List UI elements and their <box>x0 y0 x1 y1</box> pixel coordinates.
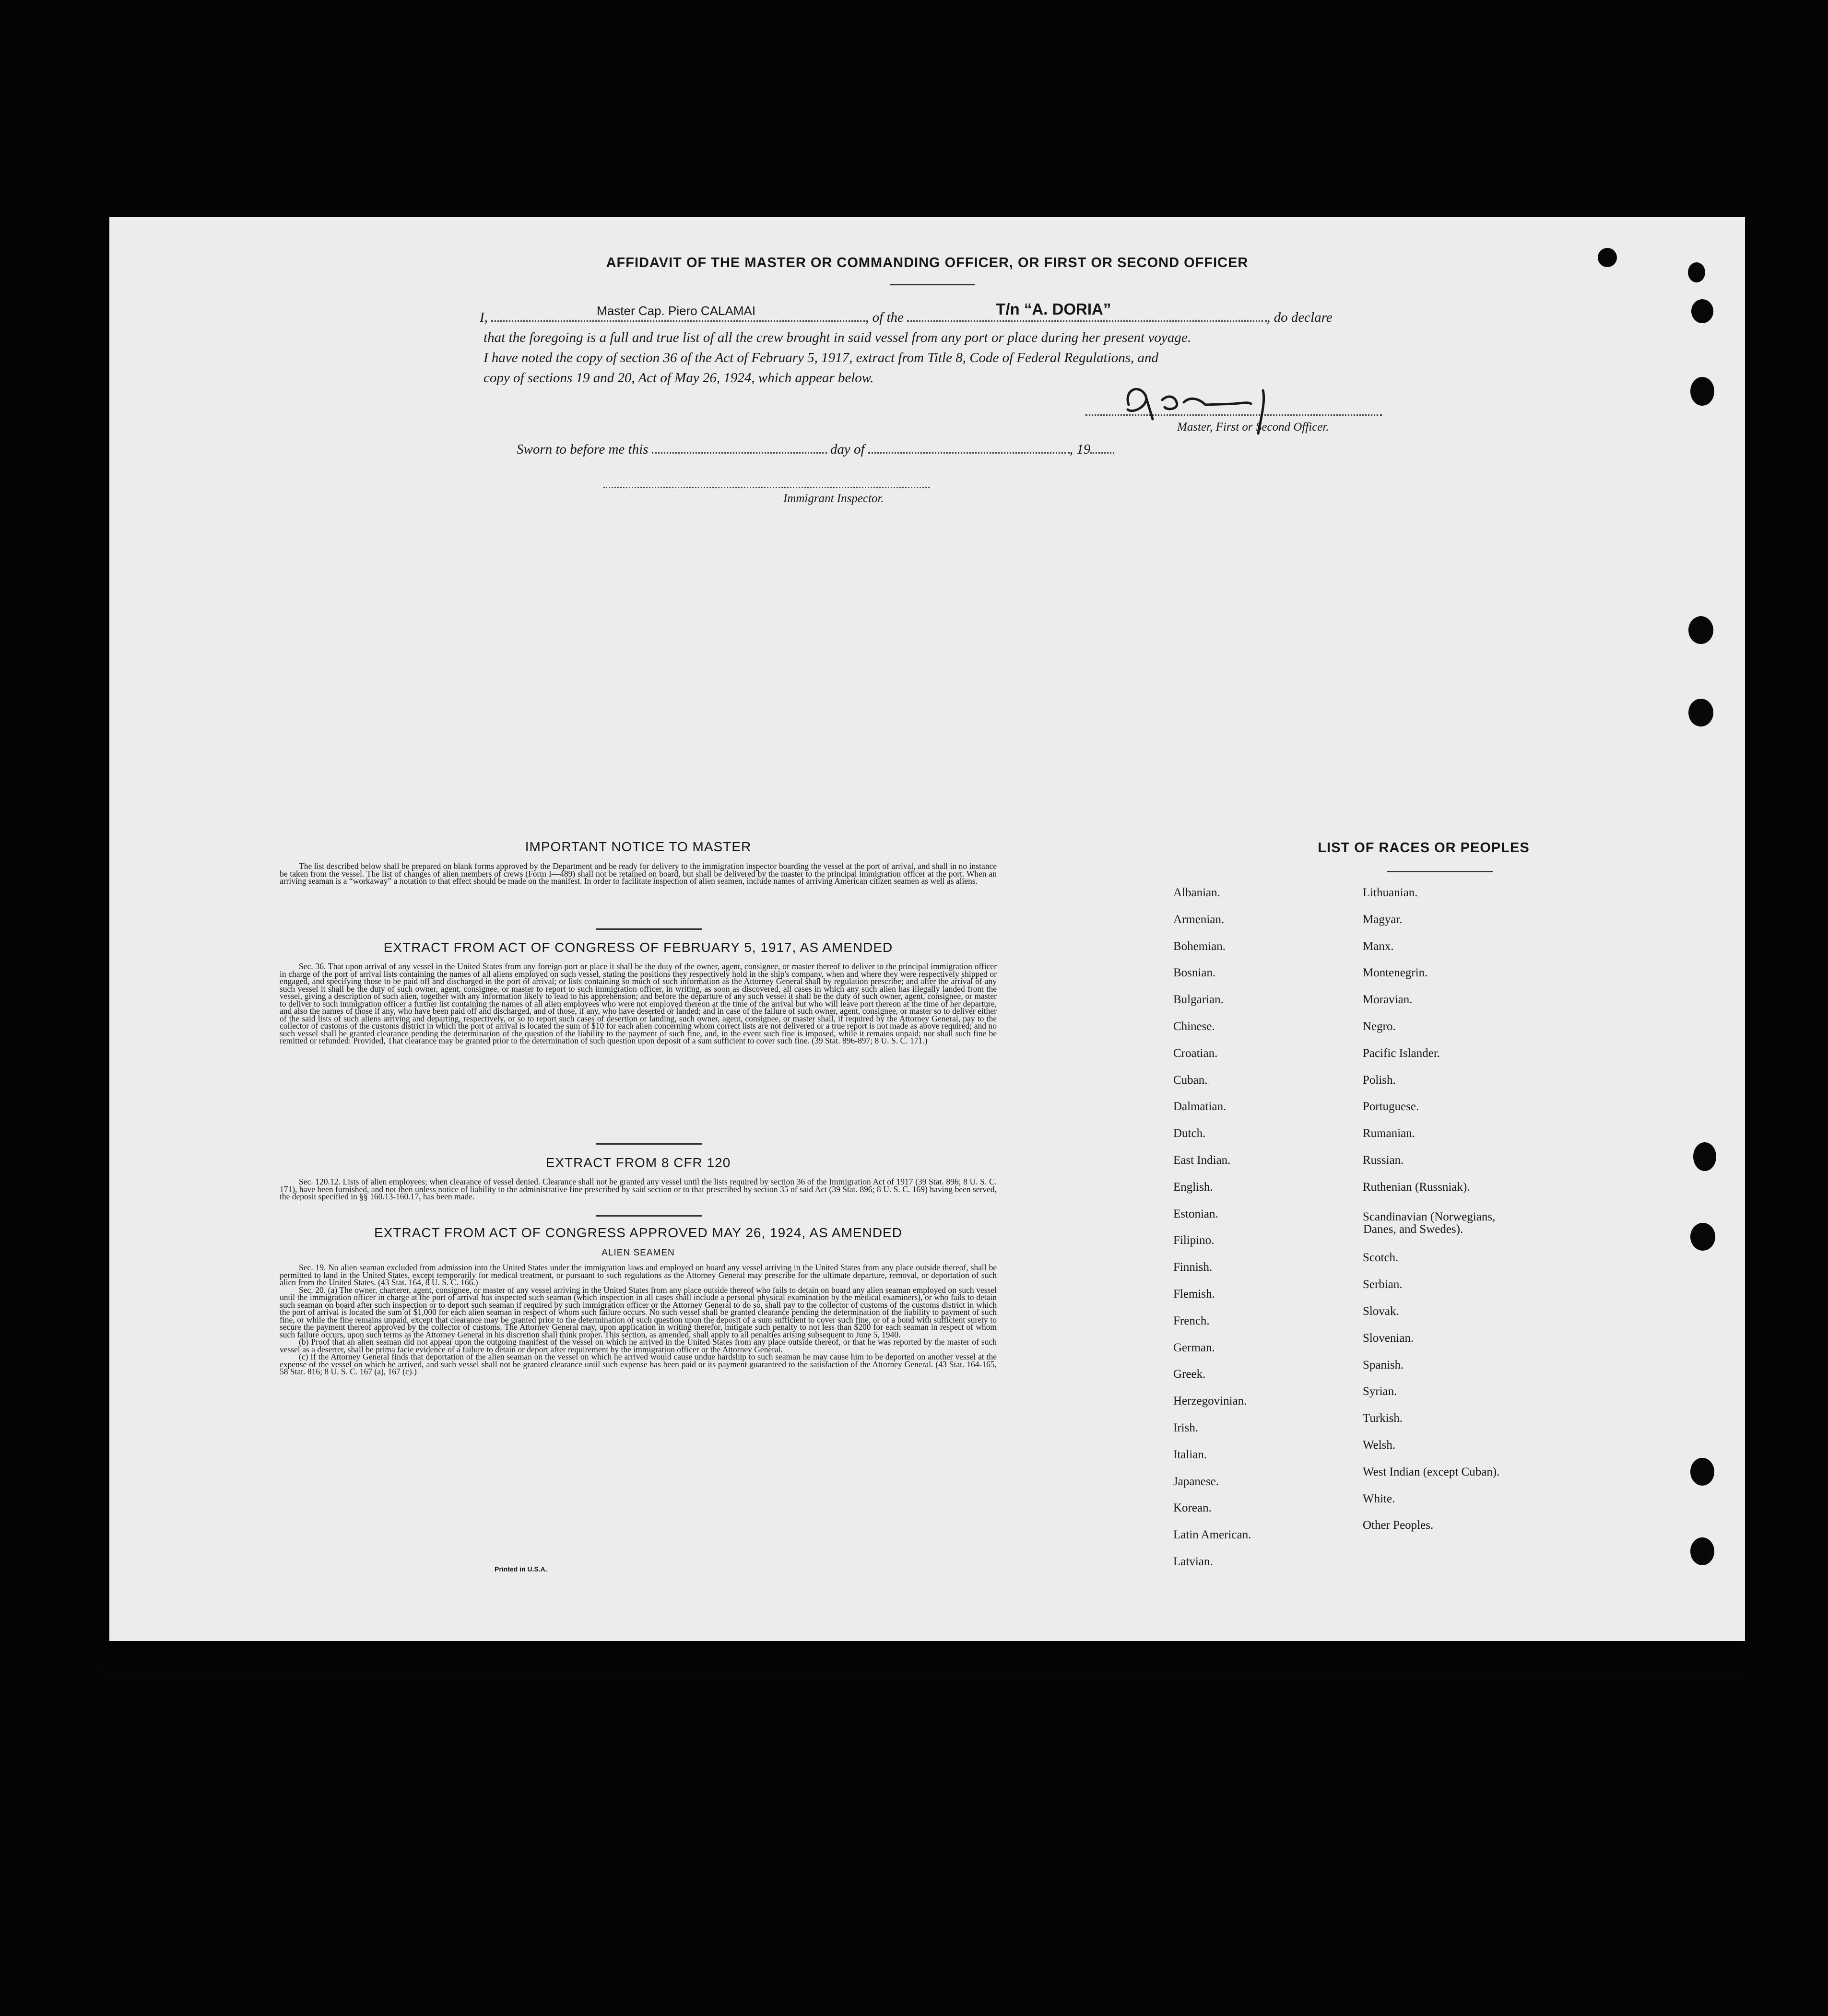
master-name-field <box>491 304 865 322</box>
race-item: Japanese. <box>1173 1475 1219 1488</box>
race-item: Polish. <box>1363 1073 1396 1087</box>
alien-seamen-block <box>280 1248 997 1258</box>
document-page <box>109 217 1745 1641</box>
sec-20c-text: (c) If the Attorney General finds that deportation of the alien seaman on the vessel on which he arrived would cause undue hardship to such seaman he may cause him to be deported on another vessel at the expense of the vessel on which he arrived, and such vessel shall not be granted clearance until such expense has been paid or its payment guaranteed to the satisfaction of the Attorney General. (43 Stat. 164-165, 58 Stat. 816; 8 U. S. C. 167 (a), 167 (c).) <box>280 1352 997 1376</box>
master-name: Master Cap. Piero CALAMAI <box>597 304 756 318</box>
race-item: Moravian. <box>1363 993 1413 1007</box>
extract-1917-text: Sec. 36. That upon arrival of any vessel in the United States from any foreign port or place it shall be the duty of the owner, agent, consignee, or master thereof to deliver to the principal immigration officer in charge of the port of arrival lists containing the names of all aliens employed on such vessel, stating the positions they respectively hold in the ship's company, when and where they were respectively shipped or engaged, and specifying those to be paid off and discharged in the port of arrival; or lists containing so much of such information as the Attorney General shall by regulation prescribe; and after the arrival of any such vessel it shall be the duty of such owner, agent, consignee, or master to report to such immigration officer, in writing, as soon as discovered, all cases in which any such alien has illegally landed from the vessel, giving a description of such alien, together with any information likely to lead to his apprehension; and before the departure of any such vessel it shall be the duty of such owner, agent, consignee, or master to deliver to such immigration officer a further list containing the names of all alien employees who were not employed thereon at the time of the arrival but who will leave port thereon at the time of her departure, and also the names of those if any, who have been paid off and discharged, and of those, if any, who have deserted or landed; and in case of the failure of such owner, agent, consignee, or master so to deliver either of the said lists of such aliens arriving and departing, respectively, or so to report such cases of desertion or landing, such owner, agent, consignee, or master shall, if required by the Attorney General, pay to the collector of customs of the customs district in which the port of arrival is located the sum of $10 for each alien concerning whom correct lists are not delivered or a true report is not made as above required; and no such vessel shall be granted clearance pending the determination of the question of the liability to the payment of such fine, and, in the event such fine is imposed, while it remains unpaid; nor shall such fine be remitted or refunded: Provided, That clearance may be granted prior to the determination of such question upon deposit of a sum sufficient to cover such fine. (39 Stat. 896-897; 8 U. S. C. 171.) <box>280 961 997 1045</box>
punch-hole <box>1688 616 1713 644</box>
divider <box>596 1215 702 1217</box>
extract-1917-title: EXTRACT FROM ACT OF CONGRESS OF FEBRUARY 5, 1917, AS AMENDED <box>383 940 893 955</box>
notice-title-block <box>280 839 997 855</box>
race-item: Flemish. <box>1173 1288 1215 1301</box>
inspector-caption: Immigrant Inspector. <box>783 492 884 505</box>
sec-19-text: Sec. 19. No alien seaman excluded from admission into the United States under the immigration laws and employed on board any vessel arriving in the United States from any place outside thereof, shall be permitted to land in the United States, except temporarily for medical treatment, or pursuant to such regulations as the Attorney General may prescribe for the ultimate departure, removal, or deportation of such alien from the United States. (43 Stat. 164, 8 U. S. C. 166.) <box>280 1263 997 1287</box>
race-item: East Indian. <box>1173 1154 1231 1167</box>
sworn-line <box>517 441 1114 457</box>
extract-cfr-title: EXTRACT FROM 8 CFR 120 <box>545 1155 731 1170</box>
race-item: Finnish. <box>1173 1261 1213 1274</box>
extract-1924-title: EXTRACT FROM ACT OF CONGRESS APPROVED MAY 26, 1924, AS AMENDED <box>374 1225 902 1240</box>
vessel-name: T/n “A. DORIA” <box>996 300 1111 318</box>
race-item: Bulgarian. <box>1173 993 1224 1007</box>
race-item: Rumanian. <box>1363 1127 1415 1140</box>
race-item: Armenian. <box>1173 913 1225 926</box>
races-title: LIST OF RACES OR PEOPLES <box>1318 840 1530 856</box>
extract-cfr-block <box>280 1178 997 1201</box>
race-item: Spanish. <box>1363 1358 1404 1371</box>
alien-seamen-subtitle: ALIEN SEAMEN <box>601 1248 675 1258</box>
extract-cfr-title-block <box>280 1155 997 1171</box>
race-item: Russian. <box>1363 1154 1404 1167</box>
title-rule <box>890 284 975 285</box>
race-item: Montenegrin. <box>1363 966 1428 980</box>
race-item: West Indian (except Cuban). <box>1363 1465 1500 1478</box>
race-item: Cuban. <box>1173 1073 1208 1087</box>
punch-hole <box>1688 699 1713 727</box>
race-item: Greek. <box>1173 1368 1206 1381</box>
race-item: Portuguese. <box>1363 1100 1419 1113</box>
declaration-line-2: that the foregoing is a full and true list of all the crew brought in said vessel from any port or place during her present voyage. <box>484 330 1191 345</box>
vessel-name-field <box>907 300 1267 322</box>
i-label: I, <box>480 310 488 325</box>
race-item: Syrian. <box>1363 1385 1397 1398</box>
sworn-prefix: Sworn to before me this <box>517 442 649 457</box>
notice-text: The list described below shall be prepared on blank forms approved by the Department and be ready for delivery to the immigration inspector boarding the vessel at the port of arrival, and shall in no instance be taken from the vessel. The list of changes of alien members of crews (Form I—489) shall not be retained on board, but shall be delivered by the master to the principal immigration officer at the port. When an arriving seaman is a “workaway” a notation to that effect should be made on the manifest. In order to facilitate inspection of alien seamen, include names of arriving American citizen seamen as well as aliens. <box>280 861 997 886</box>
printed-in-usa: Printed in U.S.A. <box>495 1565 547 1573</box>
race-item: Manx. <box>1363 939 1394 953</box>
race-item: Magyar. <box>1363 913 1403 926</box>
signature-caption: Master, First or Second Officer. <box>1177 421 1329 434</box>
extract-cfr-text: Sec. 120.12. Lists of alien employees; when clearance of vessel denied. Clearance shall not be granted any vessel until the lists required by section 36 of the Immigration Act of 1917 (39 Stat. 896; 8 U. S. C. 171), have been furnished, and not then unless notice of liability to the administrative fine prescribed by said section or to that prescribed by section 35 of said Act (39 Stat. 896; 8 U. S. C. 169) having been served, the deposit specified in §§ 160.13-160.17, has been made. <box>280 1177 997 1201</box>
sworn-year: , 19 <box>1069 442 1091 457</box>
sworn-day-field <box>652 441 827 454</box>
race-item: Irish. <box>1173 1421 1199 1434</box>
extract-1924-title-block <box>280 1225 997 1241</box>
race-item: Korean. <box>1173 1501 1212 1515</box>
race-item: Herzegovinian. <box>1173 1395 1247 1408</box>
race-item: Chinese. <box>1173 1020 1215 1033</box>
race-item: Slovak. <box>1363 1305 1399 1318</box>
sworn-year-field <box>1090 441 1114 454</box>
race-item: Other Peoples. <box>1363 1519 1434 1532</box>
sworn-day-of: day of <box>830 442 865 457</box>
sworn-month-field <box>868 441 1070 454</box>
do-declare-label: , do declare <box>1267 310 1333 325</box>
race-item: Bosnian. <box>1173 966 1216 980</box>
race-item: Pacific Islander. <box>1363 1046 1440 1060</box>
race-item: Scandinavian (Norwegians, <box>1363 1210 1496 1223</box>
race-item: German. <box>1173 1341 1215 1354</box>
race-item: Slovenian. <box>1363 1331 1414 1345</box>
race-item: Albanian. <box>1173 886 1220 899</box>
race-item: Negro. <box>1363 1020 1396 1033</box>
race-item: Italian. <box>1173 1448 1207 1461</box>
race-item: Dalmatian. <box>1173 1100 1227 1113</box>
race-item: Latvian. <box>1173 1555 1213 1568</box>
affidavit-title: AFFIDAVIT OF THE MASTER OR COMMANDING OFFICER, OR FIRST OR SECOND OFFICER <box>606 255 1249 270</box>
race-item: Ruthenian (Russniak). <box>1363 1180 1470 1194</box>
divider <box>596 928 702 930</box>
punch-hole <box>1690 1458 1714 1486</box>
divider <box>596 1143 702 1145</box>
race-item: English. <box>1173 1180 1213 1194</box>
notice-title: IMPORTANT NOTICE TO MASTER <box>525 839 752 854</box>
sec-20b-text: (b) Proof that an alien seaman did not appear upon the outgoing manifest of the vessel on which he arrived in the United States from any place outside thereof, or that he was reported by the master of such vessel as a deserter, shall be prima facie evidence of a failure to detain or deport after requirement by the immigration officer or the Attorney General. <box>280 1337 997 1354</box>
of-the-label: , of the <box>865 310 904 325</box>
declaration-line-1 <box>480 300 1333 326</box>
race-item: Dutch. <box>1173 1127 1206 1140</box>
inspector-signature-line <box>603 487 930 488</box>
race-item: Scotch. <box>1363 1251 1399 1265</box>
extract-1917-title-block <box>280 940 997 955</box>
declaration-line-3: I have noted the copy of section 36 of the Act of February 5, 1917, extract from Title 8, Code of Federal Regulations, and <box>484 350 1159 365</box>
races-title-rule <box>1387 871 1493 872</box>
race-item: Lithuanian. <box>1363 886 1418 899</box>
punch-hole <box>1690 1537 1714 1565</box>
race-item: Turkish. <box>1363 1412 1403 1425</box>
race-item: Serbian. <box>1363 1278 1403 1291</box>
race-item: White. <box>1363 1492 1395 1505</box>
race-item: Danes, and Swedes). <box>1363 1222 1463 1236</box>
race-item: Latin American. <box>1173 1528 1251 1542</box>
sec-20a-text: Sec. 20. (a) The owner, charterer, agent, consignee, or master of any vessel arriving in the United States from any place outside thereof who fails to detain on board any alien seaman employed on such vessel until the immigration officer in charge at the port of arrival has inspected such seaman (which inspection in all cases shall include a personal physical examination by the medical examiners), or who fails to detain such seaman on board after such inspection or to deport such seaman if required by such immigration officer or the Attorney General to do so, shall pay to the collector of customs of the customs district in which the port of arrival is located the sum of $1,000 for each alien seaman in respect of whom such failure occurs. No such vessel shall be granted clearance pending the determination of the liability to payment of such fine, or while the fine remains unpaid, except that clearance may be granted prior to the determination of such question upon the deposit of a sum sufficient to cover such fine, or of a bond with sufficient surety to secure the payment thereof approved by the collector of customs. The Attorney General may, upon application in writing therefor, mitigate such penalty to not less than $200 for each seaman in respect of whom such failure occurs, upon such terms as the Attorney General in his discretion shall think proper. This section, as amended, shall apply to all penalties arising subsequent to June 5, 1940. <box>280 1285 997 1339</box>
extract-1917-block <box>280 963 997 1045</box>
race-item: Filipino. <box>1173 1234 1215 1247</box>
punch-hole <box>1691 299 1713 323</box>
race-item: Welsh. <box>1363 1439 1396 1452</box>
extract-1924-block <box>280 1264 997 1376</box>
race-item: Bohemian. <box>1173 939 1226 953</box>
punch-hole <box>1690 377 1714 406</box>
notice-block <box>280 863 997 885</box>
declaration-line-4: copy of sections 19 and 20, Act of May 26, 1924, which appear below. <box>484 370 874 386</box>
race-item: Croatian. <box>1173 1046 1218 1060</box>
race-item: French. <box>1173 1314 1210 1327</box>
punch-hole <box>1693 1142 1716 1171</box>
punch-hole <box>1690 1223 1715 1251</box>
race-item: Estonian. <box>1173 1207 1218 1220</box>
